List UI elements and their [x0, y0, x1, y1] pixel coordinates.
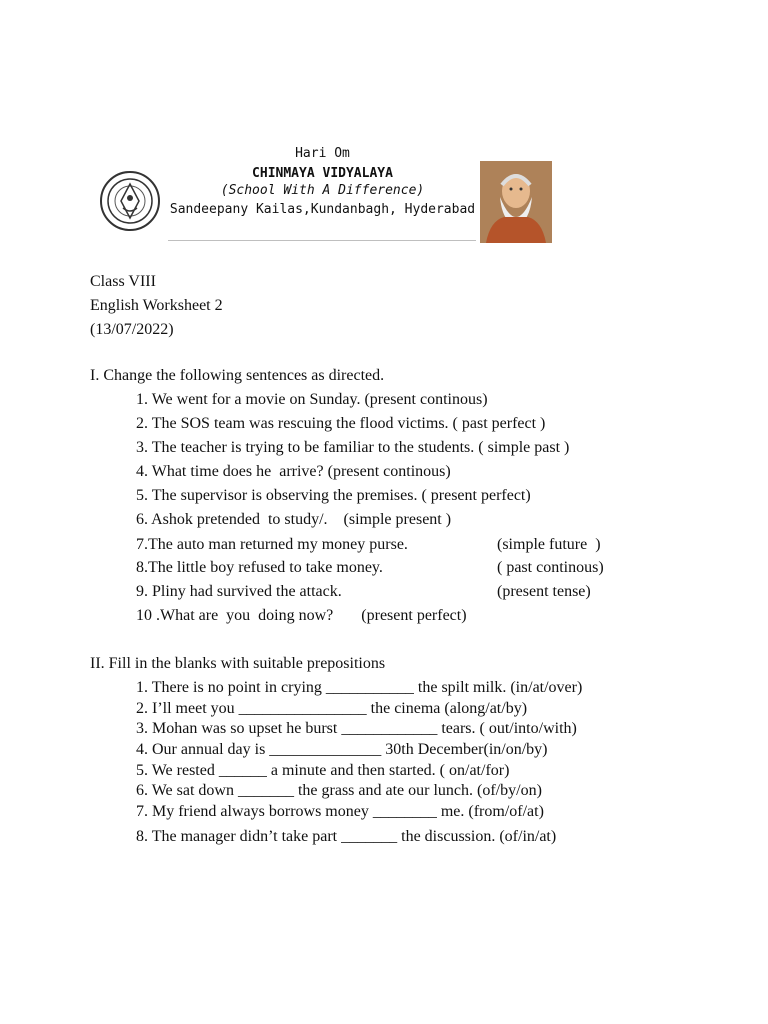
header-divider — [168, 240, 476, 241]
letterhead — [0, 0, 768, 260]
worksheet-meta — [90, 270, 223, 342]
list-item: 8.The little boy refused to take money. — [136, 559, 383, 576]
worksheet-title: English Worksheet 2 — [90, 297, 223, 314]
greeting: Hari Om — [295, 146, 350, 161]
section-2-title: II. Fill in the blanks with suitable prepositions — [90, 655, 386, 672]
school-name: CHINMAYA VIDYALAYA — [252, 166, 393, 181]
list-item: 2. I’ll meet you ________________ the cinema (along/at/by) — [136, 700, 528, 717]
class-label: Class VIII — [90, 273, 156, 290]
school-tagline: (School With A Difference) — [220, 183, 425, 198]
list-item: 4. What time does he arrive? (present continous) — [136, 463, 451, 480]
list-item: 1. We went for a movie on Sunday. (present continous) — [136, 391, 488, 408]
list-item: 6. Ashok pretended to study/. (simple present ) — [136, 511, 452, 528]
section-1-title: I. Change the following sentences as directed. — [90, 367, 385, 384]
list-item: 2. The SOS team was rescuing the flood victims. ( past perfect ) — [136, 415, 546, 432]
worksheet-date: (13/07/2022) — [90, 321, 174, 338]
school-address: Sandeepany Kailas,Kundanbagh, Hyderabad — [169, 202, 476, 217]
list-item: 5. The supervisor is observing the premises. ( present perfect) — [136, 487, 531, 504]
list-item: 7. My friend always borrows money ________ me. (from/of/at) — [136, 803, 544, 820]
list-item: 7.The auto man returned my money purse. — [136, 536, 408, 553]
list-item-hint: (present tense) — [497, 583, 591, 600]
list-item: 9. Pliny had survived the attack. — [136, 583, 342, 600]
list-item: 3. The teacher is trying to be familiar to the students. ( simple past ) — [136, 439, 570, 456]
list-item: 4. Our annual day is ______________ 30th December(in/on/by) — [136, 741, 548, 758]
list-item: 8. The manager didn’t take part _______ the discussion. (of/in/at) — [136, 828, 557, 845]
list-item: 6. We sat down _______ the grass and ate our lunch. (of/by/on) — [136, 782, 542, 799]
sage-portrait-icon — [480, 161, 552, 243]
list-item: 10 .What are you doing now? (present perfect) — [136, 607, 467, 624]
list-item-hint: ( past continous) — [497, 559, 604, 576]
list-item: 1. There is no point in crying ___________ the spilt milk. (in/at/over) — [136, 679, 583, 696]
list-item-hint: (simple future ) — [497, 536, 601, 553]
list-item: 5. We rested ______ a minute and then started. ( on/at/for) — [136, 762, 510, 779]
list-item: 3. Mohan was so upset he burst ____________ tears. ( out/into/with) — [136, 720, 577, 737]
